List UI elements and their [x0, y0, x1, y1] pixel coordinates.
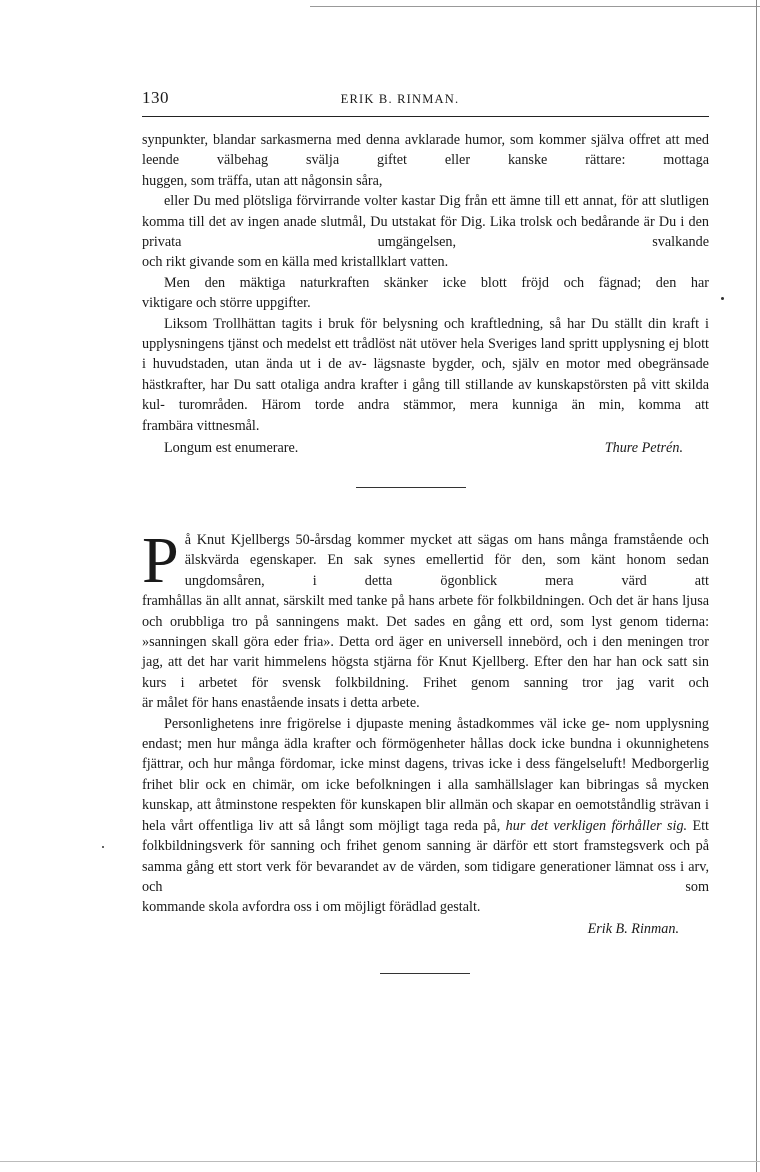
line: frambära vittnesmål.	[142, 417, 260, 434]
a2-p1-end	[142, 693, 709, 713]
end-separator	[380, 973, 470, 974]
a1-closing: Longum est enumerare.	[164, 440, 299, 457]
a2-signature: Erik B. Rinman.	[587, 920, 679, 937]
line: och rikt givande som en källa med kristallklart vatten.	[142, 254, 449, 271]
a1-closing-row	[142, 438, 709, 458]
scan-speck	[721, 297, 724, 300]
header-rule	[142, 116, 709, 117]
line: framhållas än allt annat, särskilt med tanke på hans arbete för folkbildningen.	[142, 593, 589, 610]
a1-p2-end	[142, 252, 709, 272]
line: Men den mäktiga naturkraften skänker icke blott fröjd och fägnad; den har	[164, 274, 709, 291]
line: som känt honom sedan ungdomsåren, i detta ögonblick mera värd att	[184, 552, 710, 589]
scan-edge-right	[756, 0, 757, 1172]
a1-p4	[142, 314, 709, 416]
line: lägsnaste bygder, och, själv en motor med obegränsade hästkrafter, har Du satt	[142, 356, 709, 393]
line: Personlighetens inre frigörelse i djupaste mening åstadkommes väl icke ge-	[164, 715, 616, 732]
line: å Knut Kjellbergs 50-årsdag kommer mycket att sägas om hans många	[184, 532, 614, 548]
line: nom upplysning endast; men hur många ädla krafter och förmögenheter hållas	[142, 715, 709, 753]
line: Sveriges land spritt upplysning ej blott i huvudstaden, utan ända ut i de av-	[142, 336, 709, 373]
line: Dig. Lika trolsk och bedårande är Du i den privata umgängelsen, svalkande	[142, 213, 709, 251]
a1-signature: Thure Petrén.	[604, 440, 683, 457]
line: kurs i arbetet för svensk folkbildning. Frihet genom sanning tror jag varit och	[142, 674, 709, 691]
a2-p2	[142, 714, 709, 898]
line: eller Du med plötsliga förvirrande volter kastar Dig från ett ämne till ett	[164, 193, 583, 210]
line: bevarandet av de värden, som tidigare generationer lämnat oss i arv, och som	[142, 858, 709, 895]
line: ord äger en universell innebörd, och i den meningen tror jag, att det har varit	[142, 634, 709, 671]
article2-body	[142, 524, 710, 939]
a2-opening	[142, 524, 710, 597]
line: strävan i hela vårt offentliga liv att så långt som möjligt taga reda på,	[142, 797, 709, 834]
scan-speck	[102, 846, 104, 848]
a2-p1	[142, 591, 709, 693]
section-separator	[356, 487, 466, 488]
running-head: ERIK B. RINMAN.	[340, 92, 460, 106]
a1-p1-end	[142, 171, 709, 191]
line: turområden. Härom torde andra stämmor, mera kunniga än min, komma att	[178, 397, 710, 414]
a1-p3-end	[142, 293, 709, 313]
line: annat, för att slutligen komma till det av ingen anade slutmål, Du utstakat för	[142, 193, 709, 230]
line: kommande skola avfordra oss i om möjligt förädlad gestalt.	[142, 899, 481, 916]
a1-p3	[142, 273, 709, 293]
emphasis: hur det verkligen förhåller sig.	[505, 817, 693, 834]
line: att åtminstone respekten för kunskapen blir allmän och skapar en oemotståndlig	[196, 797, 660, 814]
line: framstående och älskvärda egenskaper. En sak synes emellertid för den,	[184, 532, 710, 569]
line: himmelens högsta stjärna för Knut Kjellberg. Efter den har han ock satt sin	[264, 654, 709, 671]
line: huggen, som träffa, utan att någonsin såra,	[142, 172, 383, 189]
line: dock icke bundna i okunnighetens fjättrar, och hur många fördomar, icke minst	[142, 736, 709, 773]
a1-p4-end	[142, 416, 709, 436]
line: dagens, trivas icke i dess fängelseluft! Medborgerlig frihet blir ock en chimär,	[142, 756, 710, 793]
line: viktigare och större uppgifter.	[142, 295, 311, 312]
line: gång ett ord, som lyst genom tiderna: »sanningen skall göra eder fria». Detta	[142, 613, 710, 651]
scan-edge-bottom	[0, 1161, 760, 1162]
scan-edge-top	[310, 6, 760, 7]
a1-p1	[142, 130, 709, 171]
a1-p2	[142, 191, 709, 252]
article1-body	[142, 130, 709, 459]
line: synpunkter, blandar sarkasmerna med denna avklarade humor, som kommer	[142, 132, 591, 148]
line: Ett folkbildningsverk för sanning och frihet genom	[142, 817, 709, 855]
line: Liksom Trollhättan tagits i bruk för belysning och kraftledning, så har Du	[164, 315, 615, 332]
line: om icke befolkningen i alla samhällslager kan bibringas så mycken kunskap,	[142, 776, 709, 814]
line: är målet för hans enastående insats i detta arbete.	[142, 695, 420, 712]
a2-dropcap-lines	[142, 524, 710, 597]
line: Och det är hans ljusa och orubbliga tro på sanningens makt. Det sades en	[142, 593, 710, 630]
line: själva offret att med leende välbehag svälja giftet eller kanske rättare: mottaga	[142, 132, 709, 169]
drop-cap: P	[142, 524, 179, 597]
a2-p2-end	[142, 897, 709, 917]
page-number: 130	[142, 88, 169, 107]
line: ställt din kraft i upplysningens tjänst och medelst ett trådlöst nät utöver hela	[142, 315, 709, 353]
line: otaliga andra krafter i gång till stillande av kunskapstörsten på vitt skilda kul-	[142, 376, 709, 414]
line: sanning är därför ett stort framstegsverk och på samma gång ett stort verk för	[142, 838, 709, 875]
